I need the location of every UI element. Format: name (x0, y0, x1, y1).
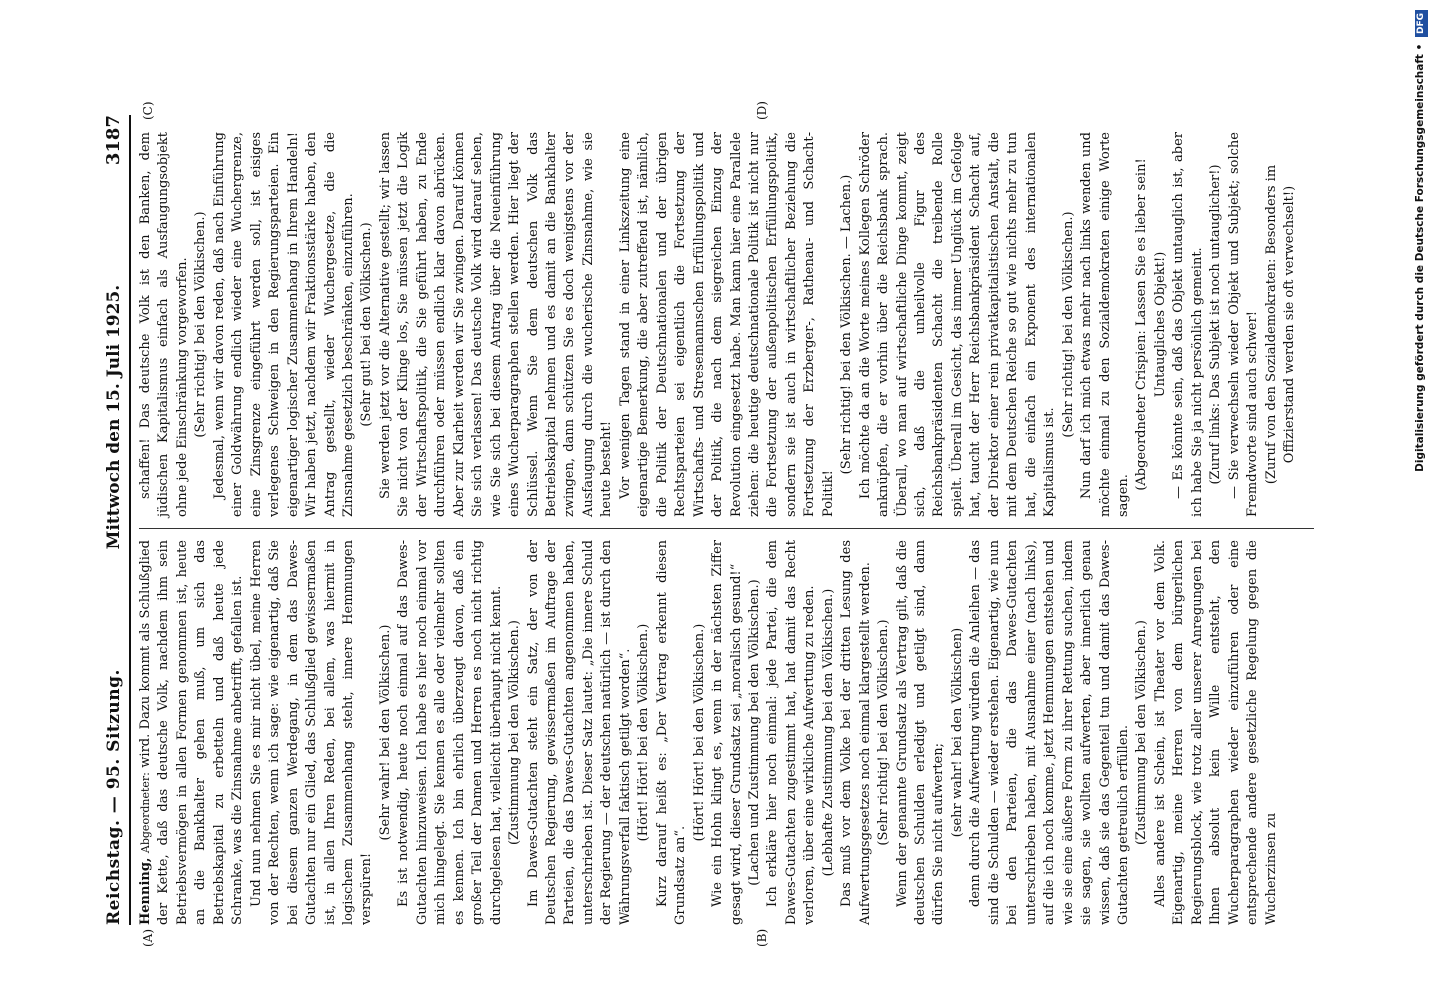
body-paragraph: Vor wenigen Tagen stand in einer Linkszeitung eine eigenartige Bemerkung, die aber zutreffend ist, nämlich, die Politik der Deutschnationalen und der übrigen Rechtsparteien sei eigentlich die Fortsetzung der Wirtschafts- und Stresemannschen Erfüllungspolitik und der Politik, die nach dem siegreichen Einzug der Revolution eingesetzt habe. Man kann hier eine Parallele ziehen: die heutige deutschnationale Politik ist nicht nur die Fortsetzung der außenpolitischen Erfüllungspolitik, sondern sie ist auch in wirtschaftlicher Beziehung die Fortsetzung der Erzberger-, Rathenau- und Schacht-Politik! (617, 132, 836, 517)
opening-text: wird. Dazu kommt als Schlußglied der Kette, daß das deutsche Volk, nachdem ihm sein Betriebsvermögen in allen Formen genommen ist, heute an die Bankhalter gehen muß, um sich das Betriebskapital zu erbetteln und daß heute jede Schranke, was die Zinsnahme anbetrifft, gefallen ist. (138, 540, 246, 925)
interjection-remark: (Hört! Hört! bei den Völkischen.) (691, 623, 707, 842)
interjection-remark: (Sehr richtig! bei den Völkischen.) (876, 619, 892, 846)
body-paragraph: denn durch die Aufwertung würden die Anleihen — das sind die Schulden — wieder erstehen. Eigenartig, wie nun bei den Parteien, die das Dawes-Gutachten unterschrieben haben, mit Ausnahme einer (nach links), auf die ich noch komme, jetzt Hemmungen entstehen und wie sie eine äußere Form zu ihrer Rettung suchen, indem sie sagen, sie wollten aufwerten, aber innerlich genau wissen, daß sie das Gegenteil tun und damit das Dawes-Gutachten getreulich erfüllen. (968, 540, 1132, 925)
interjection-remark: (Sehr gut! bei den Völkischen.) (359, 222, 375, 427)
page-number: 3187 (102, 115, 124, 166)
scanned-page (95, 95, 1345, 965)
margin-marker-a: (A) (141, 928, 155, 947)
body-paragraph: Und nun nehmen Sie es mir nicht übel, meine Herren von der Rechten, wenn ich sage: wie eigenartig, daß Sie bei diesem ganzen Werdegang, in dem das Dawes-Gutachten nur ein Glied, das Schlußglied gewissermaßen ist, in allen Ihren Reden, bei allem, was hiermit in logischem Zusammenhang steht, innere Hemmungen verspüren! (248, 540, 375, 925)
body-paragraph: Ich erkläre hier noch einmal: jede Partei, die dem Dawes-Gutachten zugestimmt hat, hat damit das Recht verloren, über eine wirkliche Aufwertung zu reden. (765, 540, 818, 925)
body-paragraph: — Sie verwechseln wieder Objekt und Subjekt; solche Fremdworte sind auch schwer! (1226, 132, 1261, 517)
body-paragraph: Ich möchte da an die Worte meines Kollegen Schröder anknüpfen, die er vorhin über die Reichsbank sprach. Überall, wo man auf wirtschaftliche Dinge kommt, zeigt sich, daß die unheilvolle Figur des Reichsbankpräsidenten Schacht die treibende Rolle spielt. Überall im Gesicht, das immer Unglück im Gefolge hat, taucht der Herr Reichsbankpräsident Schacht auf, der Direktor einer rein privatkapitalistischen Anstalt, die mit dem Deutschen Reiche so gut wie nichts mehr zu tun hat, die einfach ein Exponent des internationalen Kapitalismus ist. (857, 132, 1058, 517)
speaker-role: Abgeordneter: (139, 772, 152, 854)
interjection-remark: (sehr wahr! bei den Völkischen) (949, 627, 965, 838)
body-paragraph: Alles andere ist Schein, ist Theater vor dem Volk. Eigenartig, meine Herren von dem bürgerlichen Regierungsblock, wie trotz aller unserer Anregungen bei Ihnen absolut kein Wille entsteht, den Wucherparagraphen wieder einzuführen oder eine entsprechende andere gesetzliche Regelung gegen die Wucherzinsen zu (1152, 540, 1279, 925)
margin-marker-c: (C) (141, 101, 155, 120)
interjection-remark: (Zustimmung bei den Völkischen.) (507, 619, 523, 846)
margin-marker-b: (B) (755, 928, 769, 947)
credit-text: Digitalisierung gefördert durch die Deutsche Forschungsgemeinschaft • (1414, 43, 1426, 472)
interjection-remark: (Lebhafte Zustimmung bei den Völkischen.) (820, 588, 836, 877)
interjection-remark: (Zuruf von den Sozialdemokraten: Besonders im Offizierstand werden sie oft verwechselt!) (1263, 164, 1298, 485)
body-paragraph: Nun darf ich mich etwas mehr nach links wenden und möchte einmal zu den Sozialdemokraten einige Worte sagen. (1079, 132, 1132, 517)
header-session: Reichstag. — 95. Sitzung. (103, 669, 124, 925)
speaker-name: Henning, (138, 857, 153, 925)
body-paragraph: — Es könnte sein, daß das Objekt untauglich ist, aber ich habe Sie ja nicht persönlich gemeint. (1171, 132, 1205, 517)
body-paragraph: Das muß vor dem Volke bei der dritten Lesung des Aufwertungsgesetzes noch einmal klargestellt werden. (839, 540, 873, 925)
interjection-remark: (Sehr wahr! bei den Völkischen.) (377, 624, 393, 841)
body-paragraph: schaffen! Das deutsche Volk ist den Banken, dem jüdischen Kapitalismus einfach als Ausfaugungsobjekt ohne jede Einschränkung vorgeworfen. (138, 132, 190, 517)
dfg-logo: DFG (1415, 10, 1428, 37)
body-paragraph: Wenn der genannte Grundsatz als Vertrag gilt, daß die deutschen Schulden erledigt und getilgt sind, dann dürfen Sie nicht aufwerten; (894, 540, 947, 925)
scanned-page-frame (95, 95, 1345, 965)
interjection-remark: (Hört! Hört! bei den Völkischen.) (636, 623, 652, 842)
opening-paragraph (137, 540, 248, 925)
margin-marker-d: (D) (755, 101, 769, 120)
interjection-remark: (Zustimmung bei den Völkischen.) (1134, 619, 1150, 846)
interjection-remark: (Lachen und Zustimmung bei den Völkischen.) (746, 579, 762, 886)
body-paragraph: Sie werden jetzt vor die Alternative gestellt; wir lassen Sie nicht von der Klinge los, Sie müssen jetzt die Logik der Wirtschaftspolitik, die Sie geführt haben, zu Ende durchführen oder müssen endlich klar davon abrücken. Aber zur Klarheit werden wir Sie zwingen. Darauf können Sie sich verlassen! Das deutsche Volk wird darauf sehen, wie Sie sich bei diesem Antrag über die Neueinführung eines Wucherparagraphen stellen werden. Hier liegt der Schlüssel. Wenn Sie dem deutschen Volk das Betriebskapital nehmen und es damit an die Bankhalter zwingen, dann schützen Sie es doch wenigstens vor der Ausfaugung durch die wucherische Zinsnahme, wie sie heute besteht! (377, 132, 615, 517)
body-paragraph: Wie ein Hohn klingt es, wenn in der nächsten Ziffer gesagt wird, dieser Grundsatz sei „moralisch gesund!“ (710, 540, 744, 925)
interjection-remark: (Abgeordneter Crispien: Lassen Sie es lieber sein! Untaugliches Objekt!) (1134, 158, 1168, 491)
interjection-remark: (Zuruf links: Das Subjekt ist noch untauglicher!) (1208, 164, 1224, 485)
body-paragraph: Im Dawes-Gutachten steht ein Satz, der von der Deutschen Regierung, gewissermaßen im Auftrage der Parteien, die das Dawes-Gutachten angenommen haben, unterschrieben ist. Dieser Satz lautet: „Die innere Schuld der Regierung — der deutschen natürlich — ist durch den Währungsverfall faktisch getilgt worden“. (525, 540, 633, 925)
column-divider (139, 528, 1314, 529)
interjection-remark: (Sehr richtig! bei den Völkischen.) (193, 211, 209, 438)
body-paragraph: Kurz darauf heißt es: „Der Vertrag erkennt diesen Grundsatz an“. (654, 540, 689, 925)
interjection-remark: (Sehr richtig! bei den Völkischen.) (1060, 211, 1076, 438)
body-paragraph: Jedesmal, wenn wir davon reden, daß nach Einführung einer Goldwährung endlich wieder eine Wuchergrenze, eine Zinsgrenze eingeführt werden soll, ist eisiges verlegenes Schweigen in den Regierungsparteien. Ein eigenartiger logischer Zusammenhang in Ihrem Handeln! Wir haben jetzt, nachdem wir Fraktionsstärke haben, den Antrag gestellt, wieder Wuchergesetze, die die Zinsnahme gesetzlich beschränken, einzuführen. (211, 132, 356, 517)
interjection-remark: (Sehr richtig! bei den Völkischen. — Lachen.) (839, 174, 855, 475)
header-rule (129, 115, 131, 925)
right-column (137, 132, 1300, 517)
digitization-credit (1410, 10, 1430, 990)
left-column (137, 540, 1281, 925)
page-header (101, 115, 127, 925)
header-date: Mittwoch den 15. Juli 1925. (103, 284, 124, 550)
body-paragraph: Es ist notwendig, heute noch einmal auf das Dawes-Gutachten hinzuweisen. Ich habe es hier noch einmal vor mich hingelegt. Sie kennen es alle oder vielmehr sollten es kennen. Ich bin ehrlich überzeugt davon, daß ein großer Teil der Damen und Herren es noch nicht richtig durchgelesen hat, vielleicht überhaupt nicht kennt. (396, 540, 504, 925)
